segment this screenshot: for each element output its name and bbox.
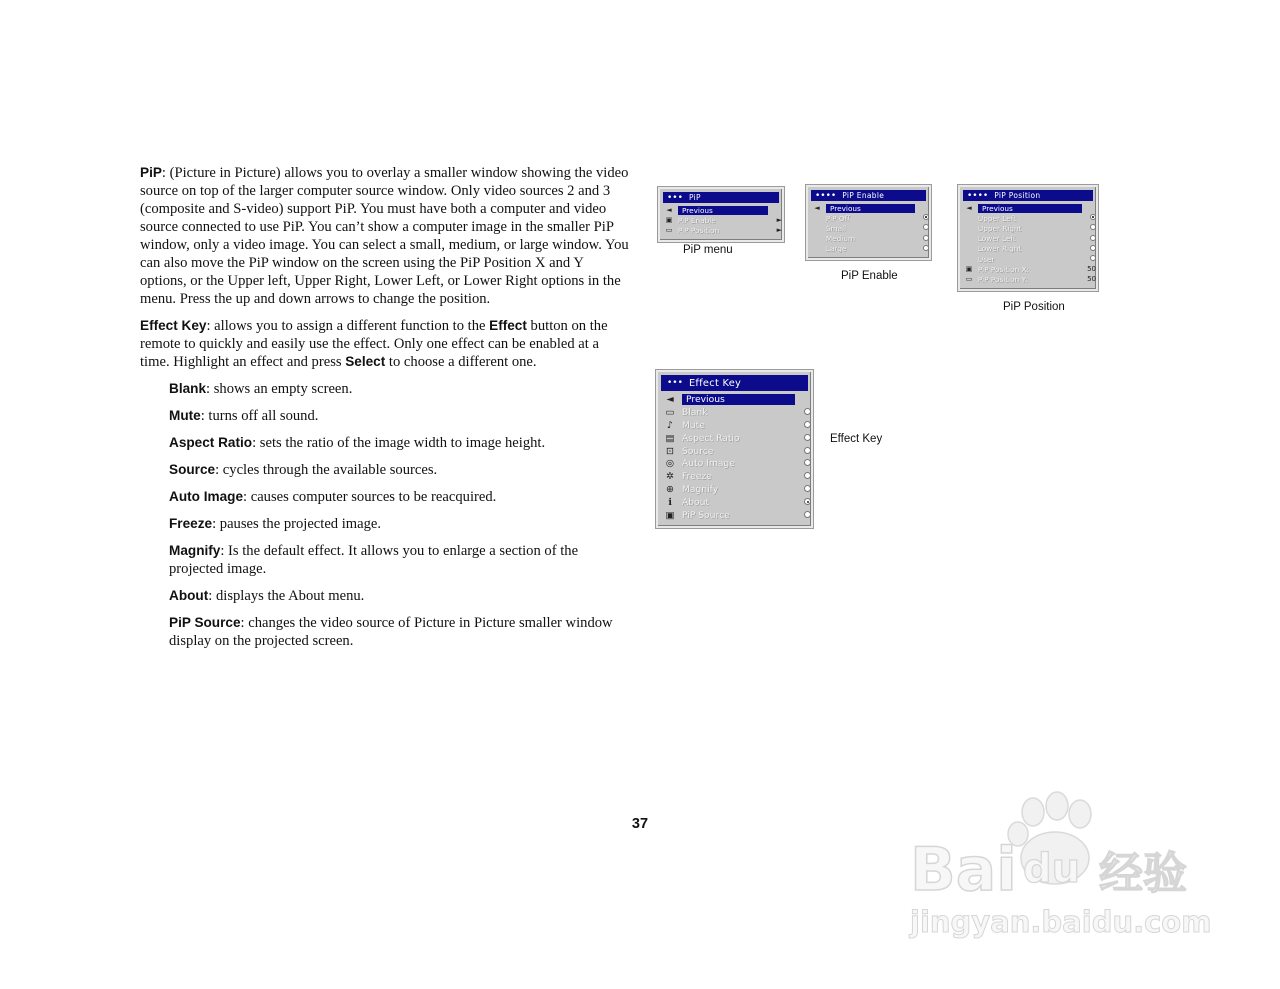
pip-source-description: : changes the video source of Picture in Picture smaller window display on the projected screen.	[169, 615, 613, 649]
page-number: 37	[631, 816, 649, 832]
menu-item-label: Previous	[826, 204, 915, 213]
radio-icon[interactable]	[804, 434, 811, 441]
menu-item-label: Mute	[682, 419, 706, 431]
menu-item-medium[interactable]	[808, 234, 929, 244]
term-about: About	[169, 588, 209, 603]
menu-item-large[interactable]	[808, 244, 929, 254]
radio-icon[interactable]	[804, 408, 811, 415]
pip-description: : (Picture in Picture) allows you to overlay a smaller window showing the video source on top of the larger computer source window. Only video sources 2 and 3 (composite and S-video) support PiP. You must have both a computer and video source connected to use PiP. You can’t show a computer image in the smaller PiP window, only a video image. You can select a small, medium, or large window. You can also move the PiP window on the screen using the PiP Position X and Y options, or the Upper left, Upper Right, Lower Left, or Lower Right options in the menu. Press the up and down arrows to change the position.	[140, 165, 629, 307]
menu-item-lower-right[interactable]	[960, 244, 1096, 254]
radio-selected-icon[interactable]	[1090, 214, 1096, 220]
menu-item-label: Previous	[682, 394, 795, 405]
item-magnify	[169, 542, 630, 578]
menu-title-bar	[663, 192, 779, 203]
menu-item-label: Lower Right	[978, 244, 1022, 254]
menu-item-label: Blank	[682, 406, 708, 418]
item-pip-source	[169, 614, 630, 650]
mute-description: : turns off all sound.	[200, 408, 319, 424]
menu-item-pip-position-x[interactable]	[960, 264, 1096, 274]
menu-item-pip-source[interactable]	[658, 509, 811, 522]
menu-item-label: About	[682, 497, 710, 509]
menu-item-pip-off[interactable]	[808, 213, 929, 223]
submenu-arrow-icon: ►	[776, 226, 782, 235]
baidu-jingyan-watermark-logo	[905, 790, 1215, 950]
mute-icon: ♪	[666, 419, 674, 431]
caption-pip-position: PiP Position	[1003, 301, 1065, 313]
menu-item-auto-image[interactable]	[658, 457, 811, 470]
menu-item-right	[795, 458, 811, 469]
back-arrow-icon: ◄	[666, 393, 674, 405]
menu-item-right	[915, 224, 929, 232]
about-description: : displays the About menu.	[208, 588, 365, 604]
menu-item-user[interactable]	[960, 254, 1096, 264]
caption-effect-key: Effect Key	[830, 433, 883, 445]
source-icon: ⊡	[666, 445, 674, 457]
radio-icon[interactable]	[1090, 235, 1096, 241]
radio-icon[interactable]	[804, 485, 811, 492]
term-magnify: Magnify	[169, 543, 221, 558]
menu-item-source[interactable]	[658, 445, 811, 458]
magnify-icon: ⊕	[666, 484, 674, 496]
menu-item-label: Medium	[826, 234, 856, 244]
submenu-arrow-icon: ►	[776, 216, 782, 225]
menu-item-right	[915, 235, 929, 243]
menu-dots: ••••	[967, 190, 989, 201]
menu-item-right	[1082, 235, 1096, 243]
item-about	[169, 587, 630, 605]
menu-item-label: PiP Source	[682, 509, 730, 521]
menu-item-about[interactable]	[658, 496, 811, 509]
menu-item-previous[interactable]	[960, 203, 1096, 213]
menu-item-right	[795, 497, 811, 508]
menu-item-right	[1082, 245, 1096, 253]
effect-key-menu	[656, 370, 813, 528]
menu-item-pip-position[interactable]	[660, 225, 782, 235]
effect-key-text-2: button on the remote to quickly and easily use the effect. Only one effect can be enabled at a time. Highlight an effect and press	[140, 318, 608, 370]
menu-item-right	[1082, 214, 1096, 222]
menu-title: PiP	[688, 193, 701, 202]
menu-item-label: Auto Image	[682, 458, 736, 470]
menu-title: Effect Key	[688, 377, 742, 389]
term-auto-image: Auto Image	[169, 489, 244, 504]
menu-item-aspect-ratio[interactable]	[658, 432, 811, 445]
radio-icon[interactable]	[804, 511, 811, 518]
menu-item-right	[795, 484, 811, 495]
radio-icon[interactable]	[804, 421, 811, 428]
menu-item-label: User	[978, 254, 995, 264]
menu-item-label: Large	[826, 244, 847, 254]
menu-item-previous[interactable]	[658, 393, 811, 406]
menu-item-previous[interactable]	[660, 205, 782, 215]
radio-icon[interactable]	[1090, 224, 1096, 230]
menu-item-freeze[interactable]	[658, 470, 811, 483]
keyword-effect: Effect	[489, 318, 527, 333]
menu-item-label: Aspect Ratio	[682, 432, 740, 444]
menu-item-label: PiP Position Y:	[978, 274, 1028, 284]
menu-item-label: PiP Position X:	[978, 264, 1030, 274]
menu-item-mute[interactable]	[658, 419, 811, 432]
item-auto-image	[169, 488, 630, 506]
menu-item-lower-left[interactable]	[960, 234, 1096, 244]
menu-dots: ••••	[815, 190, 837, 201]
menu-item-label: Source	[682, 445, 714, 457]
menu-item-label: Previous	[678, 206, 768, 215]
caption-pip-enable: PiP Enable	[841, 270, 898, 282]
pip-position-y-icon: ▭	[965, 275, 973, 284]
caption-pip-menu: PiP menu	[683, 244, 733, 256]
blank-screen-icon: ▭	[665, 406, 675, 418]
pip-menu	[658, 187, 784, 242]
menu-item-label: Previous	[978, 204, 1082, 213]
effect-key-text-3: to choose a different one.	[385, 354, 537, 370]
item-aspect-ratio	[169, 434, 630, 452]
svg-text:jingyan.baidu.com: jingyan.baidu.com	[910, 905, 1212, 939]
menu-item-previous[interactable]	[808, 203, 929, 213]
menu-item-label: Magnify	[682, 484, 719, 496]
source-description: : cycles through the available sources.	[215, 462, 438, 478]
menu-title-bar	[963, 190, 1093, 201]
menu-item-right	[795, 510, 811, 521]
magnify-description: : Is the default effect. It allows you to enlarge a section of the projected image.	[169, 543, 579, 577]
item-mute	[169, 407, 630, 425]
term-mute: Mute	[169, 408, 201, 423]
menu-item-label: Upper Left	[978, 213, 1017, 223]
menu-item-right	[795, 433, 811, 444]
term-pip: PiP	[140, 165, 162, 180]
menu-title-bar	[661, 375, 808, 391]
menu-item-label: PiP Enable	[678, 215, 716, 225]
radio-selected-icon[interactable]	[923, 214, 929, 220]
blank-description: : shows an empty screen.	[206, 381, 353, 397]
back-arrow-icon: ◄	[814, 204, 820, 213]
radio-icon[interactable]	[1090, 245, 1096, 251]
menu-item-right	[915, 245, 929, 253]
menu-item-pip-position-y[interactable]	[960, 274, 1096, 284]
menu-item-label: Upper Right	[978, 223, 1022, 233]
menu-item-label: PiP Off	[826, 213, 850, 223]
menu-title: PiP Enable	[842, 191, 885, 200]
pip-position-menu	[958, 185, 1098, 291]
pip-enable-menu	[806, 185, 931, 260]
menu-item-upper-right[interactable]	[960, 223, 1096, 233]
menu-item-right	[915, 214, 929, 222]
svg-text:经验: 经验	[1099, 848, 1187, 899]
menu-item-label: Lower Left	[978, 234, 1016, 244]
menu-item-small[interactable]	[808, 223, 929, 233]
menu-item-label: Small	[826, 223, 847, 233]
menu-item-right	[1082, 224, 1096, 232]
back-arrow-icon: ◄	[966, 204, 972, 213]
menu-item-pip-enable[interactable]	[660, 215, 782, 225]
menu-item-right	[1082, 255, 1096, 263]
freeze-description: : pauses the projected image.	[212, 516, 382, 532]
pip-source-icon: ▣	[665, 509, 675, 521]
radio-icon[interactable]	[1090, 255, 1096, 261]
menu-item-upper-left[interactable]	[960, 213, 1096, 223]
menu-item-magnify[interactable]	[658, 483, 811, 496]
position-x-value: 50	[1087, 265, 1096, 274]
radio-icon[interactable]	[804, 472, 811, 479]
item-blank	[169, 380, 630, 398]
term-effect-key: Effect Key	[140, 318, 207, 333]
radio-icon[interactable]	[923, 235, 929, 241]
aspect-ratio-icon: ▤	[665, 432, 675, 444]
menu-item-right	[795, 407, 811, 418]
term-blank: Blank	[169, 381, 207, 396]
item-source	[169, 461, 630, 479]
paragraph-pip	[140, 164, 630, 308]
pip-enable-icon: ▣	[665, 216, 673, 225]
menu-dots: •••	[667, 378, 683, 388]
auto-image-icon: ◎	[665, 458, 675, 470]
pip-position-icon: ▭	[665, 226, 673, 235]
menu-title: PiP Position	[994, 191, 1041, 200]
keyword-select: Select	[345, 354, 386, 369]
menu-title-bar	[811, 190, 926, 201]
menu-item-blank[interactable]	[658, 406, 811, 419]
menu-dots: •••	[667, 192, 683, 203]
radio-selected-icon[interactable]	[804, 498, 811, 505]
body-text	[140, 164, 630, 659]
menu-item-right	[795, 471, 811, 482]
menu-item-right	[795, 446, 811, 457]
menu-item-label: PiP Position	[678, 225, 720, 235]
radio-icon[interactable]	[923, 224, 929, 230]
term-aspect-ratio: Aspect Ratio	[169, 435, 253, 450]
pip-position-x-icon: ▣	[965, 265, 973, 274]
menu-item-label: Freeze	[682, 471, 712, 483]
effect-key-text-1: : allows you to assign a different function to the	[206, 318, 490, 334]
svg-text:du: du	[1023, 846, 1081, 892]
back-arrow-icon: ◄	[666, 206, 672, 215]
aspect-ratio-description: : sets the ratio of the image width to image height.	[252, 435, 546, 451]
menu-item-right	[795, 420, 811, 431]
position-y-value: 50	[1087, 275, 1096, 284]
term-source: Source	[169, 462, 216, 477]
item-freeze	[169, 515, 630, 533]
freeze-icon: ✲	[666, 471, 674, 483]
radio-icon[interactable]	[804, 447, 811, 454]
svg-text:Bai: Bai	[910, 835, 1017, 905]
paragraph-effect-key	[140, 317, 630, 371]
radio-icon[interactable]	[923, 245, 929, 251]
info-icon: ℹ	[668, 497, 672, 509]
term-freeze: Freeze	[169, 516, 213, 531]
term-pip-source: PiP Source	[169, 615, 241, 630]
radio-icon[interactable]	[804, 459, 811, 466]
auto-image-description: : causes computer sources to be reacquired.	[243, 489, 497, 505]
